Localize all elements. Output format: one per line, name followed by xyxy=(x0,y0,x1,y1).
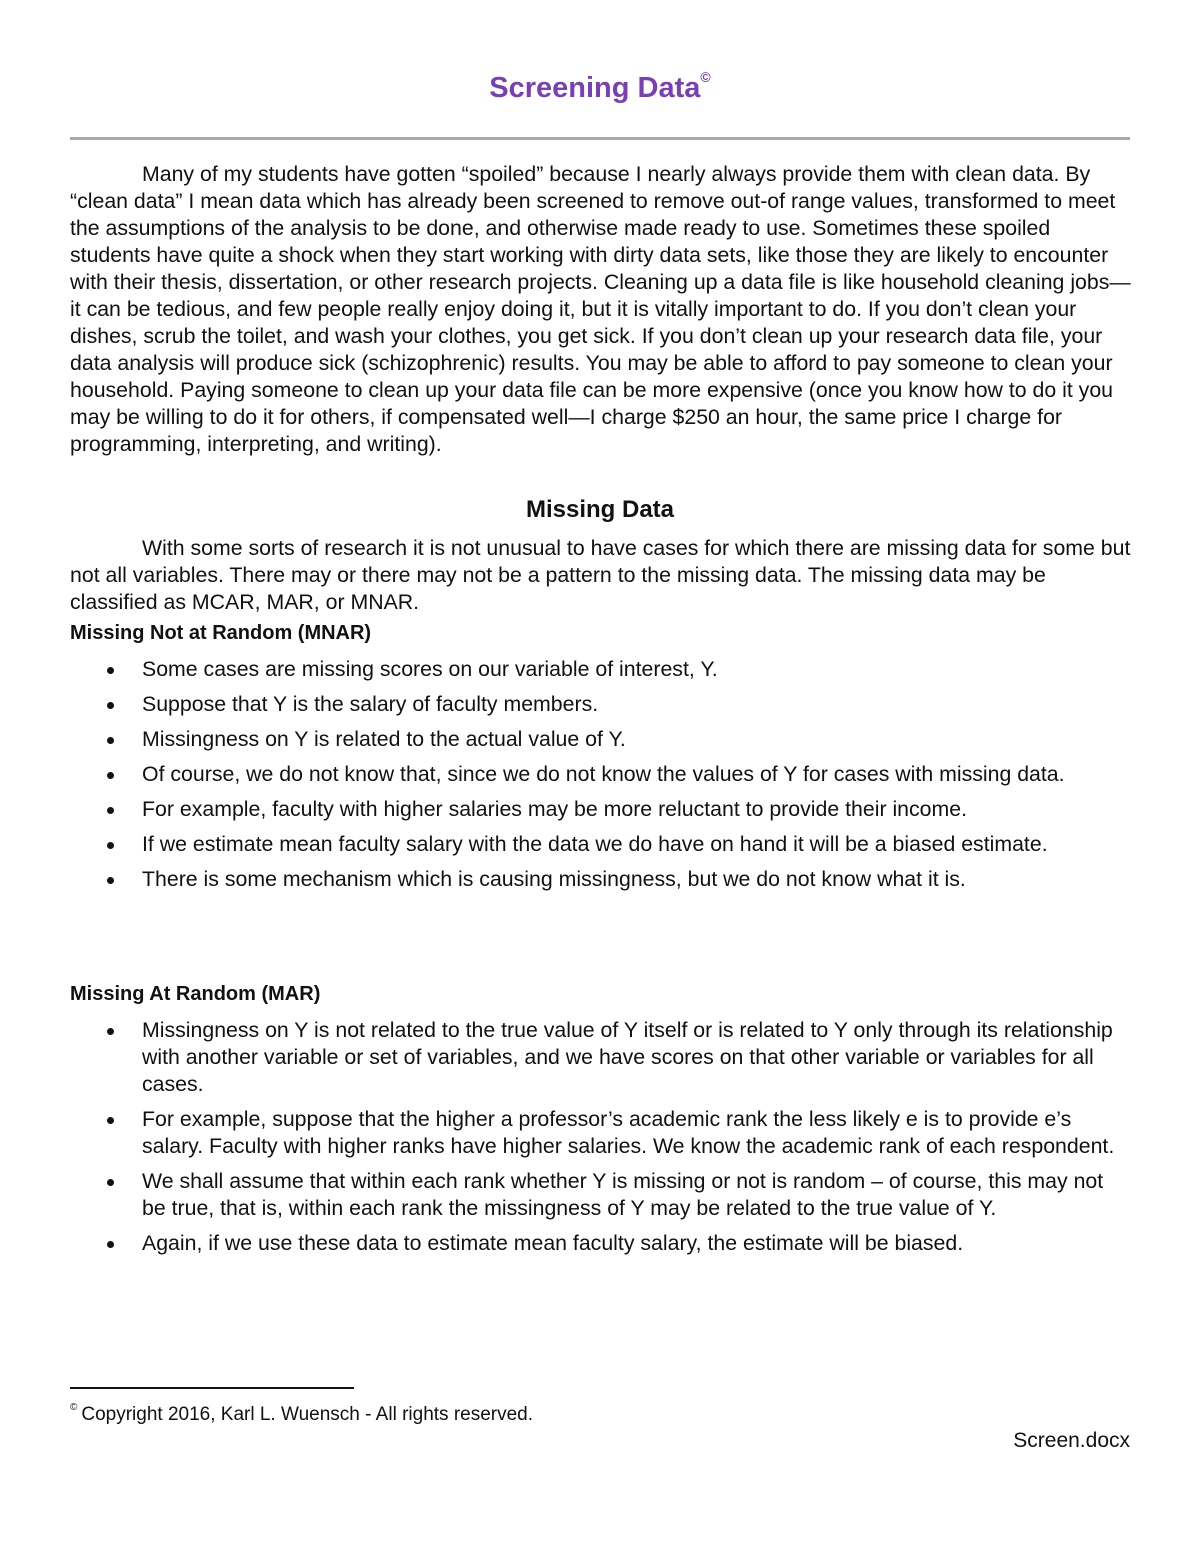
list-item-text: Again, if we use these data to estimate mean faculty salary, the estimate will be biased. xyxy=(142,1231,964,1255)
list-item-text: If we estimate mean faculty salary with the data we do have on hand it will be a biased estimate. xyxy=(142,832,1048,856)
mar-list xyxy=(70,1017,1130,1265)
title-divider xyxy=(70,137,1130,140)
list-item xyxy=(70,761,1130,788)
list-item-text: Missingness on Y is not related to the true value of Y itself or is related to Y only through its relationship with another variable or set of variables, and we have scores on that other variable or variables for all cases. xyxy=(142,1018,1113,1096)
list-item-text: For example, suppose that the higher a professor’s academic rank the less likely e is to provide e’s salary. Faculty with higher ranks have higher salaries. We know the academic rank of each respondent. xyxy=(142,1107,1115,1158)
list-item-text: There is some mechanism which is causing missingness, but we do not know what it is. xyxy=(142,867,966,891)
list-item xyxy=(70,1017,1130,1098)
missing-data-paragraph: With some sorts of research it is not unusual to have cases for which there are missing data for some but not all variables. There may or there may not be a pattern to the missing data. The missing data may be classified as MCAR, MAR, or MNAR. xyxy=(70,536,1131,614)
footnote-separator xyxy=(70,1387,354,1389)
missing-data-heading: Missing Data xyxy=(525,496,675,523)
bullet-icon xyxy=(107,842,114,849)
bullet-icon xyxy=(107,1241,114,1248)
bullet-icon xyxy=(107,667,114,674)
bullet-icon xyxy=(107,1179,114,1186)
list-item-text: We shall assume that within each rank whether Y is missing or not is random – of course, this may not be true, that is, within each rank the missingness of Y may be related to the true value of Y. xyxy=(142,1169,1104,1220)
list-item xyxy=(70,866,1130,893)
title-copyright-mark: © xyxy=(700,69,711,86)
list-item-text: Of course, we do not know that, since we do not know the values of Y for cases with missing data. xyxy=(142,762,1065,786)
list-item-text: Suppose that Y is the salary of faculty members. xyxy=(142,692,599,716)
list-item xyxy=(70,656,1130,683)
bullet-icon xyxy=(107,772,114,779)
list-item-text: Some cases are missing scores on our variable of interest, Y. xyxy=(142,657,718,681)
list-item-text: For example, faculty with higher salaries may be more reluctant to provide their income. xyxy=(142,797,968,821)
bullet-icon xyxy=(107,702,114,709)
list-item xyxy=(70,726,1130,753)
list-item xyxy=(70,1106,1130,1160)
intro-paragraph: Many of my students have gotten “spoiled” because I nearly always provide them with clean data. By “clean data” I mean data which has already been screened to remove out-of range values, transformed to meet the assumptions of the analysis to be done, and otherwise made ready to use. Sometimes these spoiled students have quite a shock when they start working with dirty data sets, like those they are likely to encounter with their thesis, dissertation, or other research projects. Cleaning up a data file is like household cleaning jobs—it can be tedious, and few people really enjoy doing it, but it is vitally important to do. If you don’t clean your dishes, scrub the toilet, and wash your clothes, you get sick. If you don’t clean up your research data file, your data analysis will produce sick (schizophrenic) results. You may be able to afford to pay someone to clean your household. Paying someone to clean up your data file can be more expensive (once you know how to do it you may be willing to do it for others, if compensated well—I charge $250 an hour, the same price I charge for programming, interpreting, and writing). xyxy=(70,162,1131,456)
bullet-icon xyxy=(107,737,114,744)
footnote-text: Copyright 2016, Karl L. Wuensch - All rights reserved. xyxy=(81,1404,534,1425)
bullet-icon xyxy=(107,877,114,884)
bullet-icon xyxy=(107,807,114,814)
mnar-list xyxy=(70,656,1130,901)
list-item xyxy=(70,1230,1130,1257)
page-title-text: Screening Data xyxy=(489,72,701,104)
list-item xyxy=(70,691,1130,718)
list-item xyxy=(70,1168,1130,1222)
bullet-icon xyxy=(107,1117,114,1124)
mnar-heading: Missing Not at Random (MNAR) xyxy=(70,622,372,644)
footer-filename: Screen.docx xyxy=(1013,1429,1130,1452)
list-item xyxy=(70,796,1130,823)
mar-heading: Missing At Random (MAR) xyxy=(70,983,321,1005)
list-item-text: Missingness on Y is related to the actual value of Y. xyxy=(142,727,626,751)
page-title xyxy=(70,69,1130,105)
bullet-icon xyxy=(107,1028,114,1035)
list-item xyxy=(70,831,1130,858)
footnote-copyright-mark: © xyxy=(70,1401,78,1413)
footnote xyxy=(70,1401,534,1426)
